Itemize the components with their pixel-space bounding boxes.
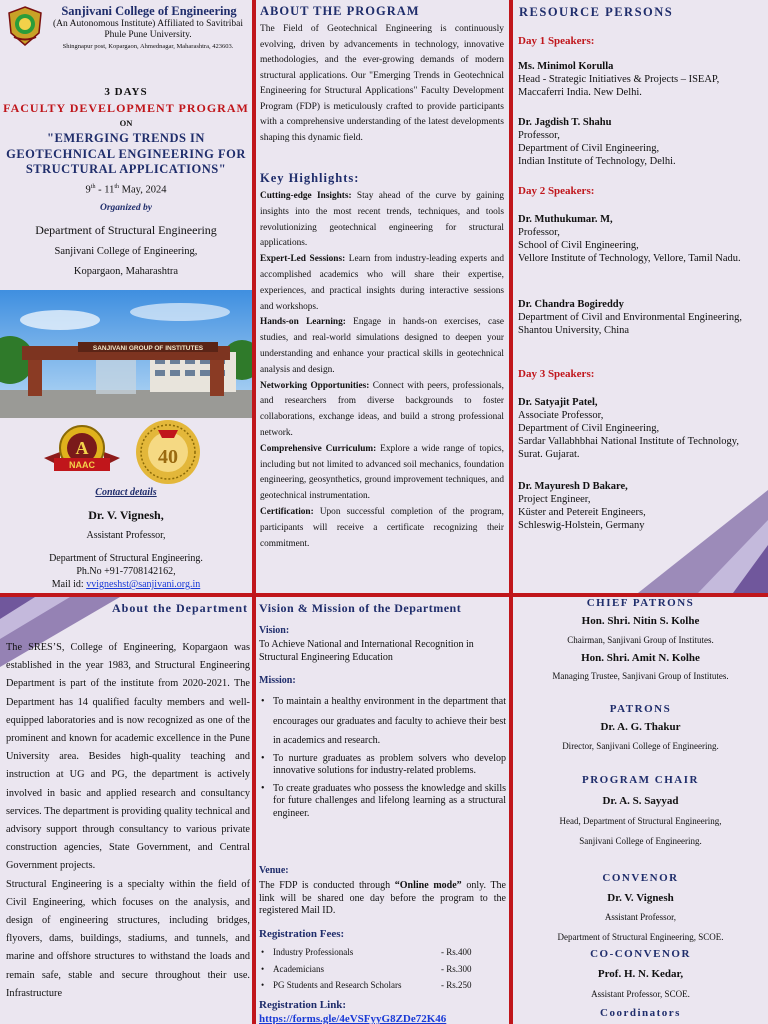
mission-item: • To create graduates who possess the knowledge and skills for future challenges and lifelong learning as a structural engineer.	[259, 783, 506, 821]
contact-heading: Contact details	[95, 487, 157, 498]
speaker-card: Dr. Satyajit Patel, Associate Professor, Department of Civil Engineering, Sardar Vallabhbhai National Institute of Technology, Surat. Gujarat.	[518, 397, 739, 460]
svg-text:A: A	[75, 438, 89, 458]
contact-mail: Mail id: vvigneshst@sanjivani.org.in	[51, 579, 201, 590]
convenor-heading: CONVENOR	[602, 872, 679, 884]
cover-panel	[0, 0, 252, 593]
highlight-item: Certification: Upon successful completion of the program, participants will receive a certificate recognizing their commitment.	[260, 506, 504, 549]
organizing-place: Kopargaon, Maharashtra	[73, 266, 179, 277]
about-program-heading: ABOUT THE PROGRAM	[260, 4, 420, 18]
chief-patron-role: Managing Trustee, Sanjivani Group of Institutes.	[552, 671, 729, 681]
contact-name: Dr. V. Vignesh,	[88, 508, 164, 522]
venue-block: Venue: The FDP is conducted through “Online mode” only. The link will be shared one day before the program to the registered Mail ID.	[259, 865, 506, 916]
program-on: ON	[119, 118, 133, 128]
about-department-panel	[0, 597, 252, 1024]
highlight-item: Networking Opportunities: Connect with peers, professionals, and researchers from diverse backgrounds to foster collaborations, exchange ideas, and build a strong professional network.	[260, 380, 504, 438]
convenor-role: Department of Structural Engineering, SCOE.	[557, 932, 724, 942]
co-convenor-heading: CO-CONVENOR	[590, 948, 691, 960]
program-title: "EMERGING TRENDS IN GEOTECHNICAL ENGINEERING FOR STRUCTURAL APPLICATIONS"	[6, 131, 246, 176]
program-type: FACULTY DEVELOPMENT PROGRAM	[3, 101, 249, 115]
mission-item: • To maintain a healthy environment in the department that encourages our graduates and faculty to achieve their best in academics and research.	[259, 692, 506, 751]
vision-text: To Achieve National and International Recognition in Structural Engineering Education	[259, 639, 474, 663]
mission-item: • To nurture graduates as problem solvers who develop innovative solutions for industry-related problems.	[259, 753, 506, 777]
registration-link-block: Registration Link: https://forms.gle/4eVSFyyG8ZDe72K46	[259, 999, 506, 1024]
registration-link[interactable]: https://forms.gle/4eVSFyyG8ZDe72K46	[259, 1013, 447, 1024]
highlight-item: Comprehensive Curriculum: Explore a wide range of topics, including but not limited to advanced soil mechanics, foundation engineering, geosynthetics, ground improvement techniques, and geotechnical instrumentation.	[260, 443, 504, 502]
resource-persons-panel	[513, 0, 768, 593]
vision-mission-panel	[256, 597, 509, 1024]
campus-photo	[0, 290, 252, 418]
college-address: Shingnapur post, Kopargaon, Ahmednagar, Maharashtra, 423603.	[62, 43, 234, 50]
mission-block: Mission: • To maintain a healthy environment in the department that encourages our graduates and faculty to achieve their best in academics and research. • To nurture graduates as problem solvers who develop innovative solutions for industry-related problems. • To create graduates who possess the knowledge and skills for future challenges and lifelong learning as a structural engineer.	[259, 675, 506, 820]
about-department-heading: About the Department	[112, 601, 248, 615]
fee-item: • PG Students and Research Scholars - Rs.250	[259, 977, 506, 994]
college-affiliation: (An Autonomous Institute) Affiliated to Savitribai Phule Pune University.	[52, 19, 244, 40]
highlight-item: Hands-on Learning: Engage in hands-on exercises, case studies, and real-world simulations designed to deepen your understanding and enhance your practical skills in geotechnical analysis and design.	[260, 317, 504, 375]
co-convenor-role: Assistant Professor, SCOE.	[591, 989, 690, 999]
speaker-card: Dr. Chandra Bogireddy Department of Civil and Environmental Engineering, Shantou University, China	[518, 299, 742, 336]
committee-panel	[513, 597, 768, 1024]
speaker-card: Dr. Jagdish T. Shahu Professor, Department of Civil Engineering, Indian Institute of Technology, Delhi.	[518, 117, 676, 167]
program-chair-heading: PROGRAM CHAIR	[582, 774, 699, 786]
college-name: Sanjivani College of Engineering	[61, 4, 237, 18]
campus-sign-text: SANJIVANI GROUP OF INSTITUTES	[92, 345, 204, 352]
program-chair-role: Sanjivani College of Engineering.	[579, 836, 702, 846]
fee-item: • Industry Professionals - Rs.400	[259, 944, 506, 961]
day2-speakers: Day 2 Speakers:	[518, 185, 595, 197]
speaker-card: Dr. Mayuresh D Bakare, Project Engineer, Küster and Petereit Engineers, Schleswig-Holstein, Germany	[518, 481, 646, 531]
convenor-role: Assistant Professor,	[604, 912, 677, 922]
chief-patron-role: Chairman, Sanjivani Group of Institutes.	[567, 635, 714, 645]
fees-block: Registration Fees: • Industry Professionals - Rs.400 • Academicians - Rs.300 • PG Students and Research Scholars - Rs.250	[259, 928, 506, 994]
program-chair-role: Head, Department of Structural Engineering,	[559, 816, 722, 826]
program-dates: 9th - 11th May, 2024	[85, 184, 167, 196]
contact-department: Department of Structural Engineering.	[49, 553, 203, 564]
highlights-list	[260, 189, 504, 552]
patron-name: Dr. A. G. Thakur	[600, 721, 681, 733]
about-program-text: The Field of Geotechnical Engineering is continuously evolving, driven by advancements in technology, innovative methodologies, and the ever-growing demands of modern structural applications. Our "Emerging Trends in Geotechnical Engineering for Structural Applications" Faculty Development Program (FDP) is meticulously crafted to provide participants with a comprehensive understanding of the latest developments shaping this dynamic field.	[260, 24, 504, 143]
resource-persons-heading: RESOURCE PERSONS	[519, 5, 674, 19]
college-logo-icon	[6, 6, 44, 46]
fee-item: • Academicians - Rs.300	[259, 961, 506, 978]
vision-mission-heading: Vision & Mission of the Department	[259, 601, 462, 615]
day3-speakers: Day 3 Speakers:	[518, 368, 595, 380]
contact-phone: Ph.No +91-7708142162,	[76, 566, 176, 577]
chief-patron-name: Hon. Shri. Nitin S. Kolhe	[581, 615, 700, 627]
svg-text:NAAC: NAAC	[69, 460, 95, 470]
about-program-panel	[256, 0, 509, 593]
organized-by-label: Organized by	[100, 203, 152, 213]
about-department-text: The SRES’S, College of Engineering, Kopargaon was established in the year 1983, and Structural Engineering Department is part of the institute from 2020-2021. The Department has 14 qualified faculty members and well-equipped laboratories and is now recognized as one of the prominent and known for academic excellence in the Pune University area. Besides high-quality teaching and instruction at UG and PG, the department is actively involved in basic and applied research and consultancy services. The department is providing quality technical and advisory support through consultancy to various private construction agencies, State Government, and Central Government projects. Structural Engineering is a specialty within the field of Civil Engineering, which focuses on the analysis, and design of engineering structures, including bridges, flyovers, dams, buildings, stadiums, and tunnels, and marine and offshore structures to withstand the loads and remain safe, stable and secure throughout their use. Infrastructure	[6, 642, 250, 999]
chief-patrons-heading: CHIEF PATRONS	[586, 597, 695, 609]
venue-text: The FDP is conducted through “Online mode” only. The link will be shared one day before the program to the registered Mail ID.	[259, 880, 506, 916]
coordinators-heading: Coordinators	[600, 1007, 681, 1019]
organizing-department: Department of Structural Engineering	[35, 223, 217, 237]
patron-role: Director, Sanjivani College of Engineering.	[562, 741, 719, 751]
chief-patron-name: Hon. Shri. Amit N. Kolhe	[581, 652, 700, 664]
program-duration: 3 DAYS	[104, 86, 148, 98]
speaker-card: Dr. Muthukumar. M, Professor, School of Civil Engineering, Vellore Institute of Technology, Vellore, Tamil Nadu.	[518, 214, 741, 264]
contact-role: Assistant Professor,	[86, 530, 166, 541]
highlights-heading: Key Highlights:	[260, 171, 360, 185]
contact-mail-link[interactable]: vvigneshst@sanjivani.org.in	[86, 579, 201, 590]
vision-block: Vision: To Achieve National and International Recognition in Structural Engineering Education	[259, 625, 506, 664]
convenor-name: Dr. V. Vignesh	[607, 892, 674, 904]
naac-badge-icon	[40, 422, 124, 478]
svg-text:40: 40	[158, 446, 178, 468]
organizing-institute: Sanjivani College of Engineering,	[54, 246, 198, 257]
program-chair-name: Dr. A. S. Sayyad	[602, 795, 679, 807]
highlight-item: Cutting-edge Insights: Stay ahead of the curve by gaining insights into the most recent trends, techniques, and tools revolutionizing geotechnical engineering for structural applications.	[260, 191, 504, 249]
anniversary-seal-icon	[134, 418, 202, 486]
highlight-item: Expert-Led Sessions: Learn from industry-leading experts and accomplished academics who will share their expertise, experiences, and practical insights during interactive sessions and workshops.	[260, 254, 504, 312]
co-convenor-name: Prof. H. N. Kedar,	[597, 968, 684, 980]
corner-stripes-decoration	[638, 490, 768, 593]
day1-speakers: Day 1 Speakers:	[518, 35, 595, 47]
speaker-card: Ms. Minimol Korulla Head - Strategic Initiatives & Projects – ISEAP, Maccaferri India. New Delhi.	[518, 61, 720, 98]
patrons-heading: PATRONS	[609, 703, 672, 715]
